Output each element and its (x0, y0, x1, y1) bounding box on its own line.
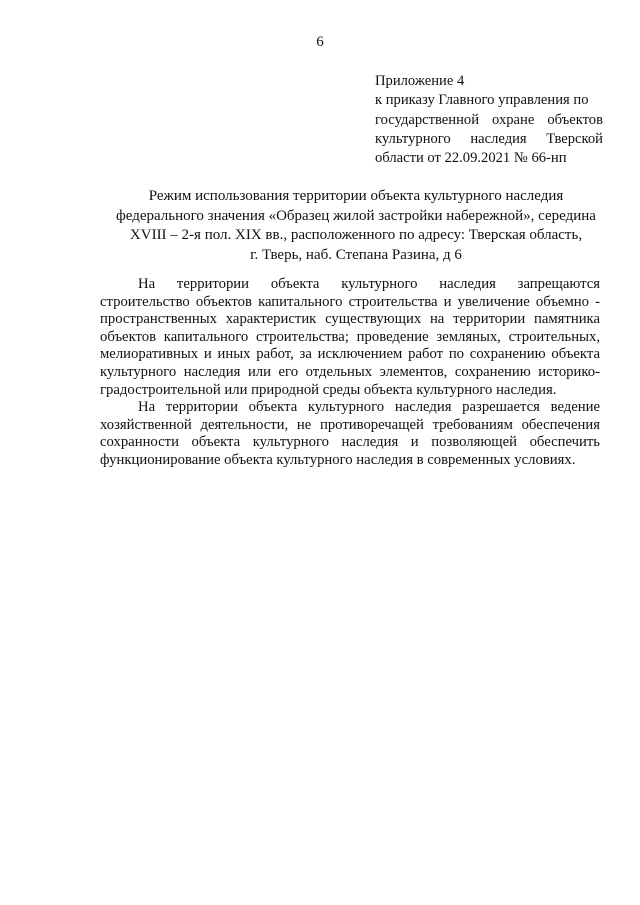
body-line: функционирование объекта культурного наследия в современных условиях. (100, 451, 576, 468)
body-line: сохранности объекта культурного наследия и позволяющей обеспечить (100, 434, 600, 451)
title-line: г. Тверь, наб. Степана Разина, д 6 (250, 246, 462, 263)
document-title (96, 187, 616, 265)
paragraph-prohibitions (100, 276, 600, 399)
body-line: мелиоративных и иных работ, за исключением работ по сохранению объекта (100, 346, 600, 363)
paragraph-permissions (100, 399, 600, 469)
body-line: объектов капитального строительства; проведение земляных, строительных, (100, 328, 600, 345)
body-line: градостроительной или природной среды объекта культурного наследия. (100, 381, 557, 398)
body-line: строительство объектов капитального строительства и увеличение объемно - (100, 293, 600, 310)
page-number: 6 (316, 34, 324, 50)
appendix-line: к приказу Главного управления по (375, 92, 589, 109)
title-line: XVIII – 2-я пол. XIX вв., расположенного по адресу: Тверская область, (129, 227, 583, 243)
appendix-line: области от 22.09.2021 № 66-нп (375, 150, 567, 167)
appendix-header (375, 72, 603, 168)
body-line: хозяйственной деятельности, не противоречащей требованиям обеспечения (100, 416, 600, 433)
body-line: На территории объекта культурного наследия запрещаются (138, 276, 600, 292)
body-line: На территории объекта культурного наследия разрешается ведение (138, 399, 600, 416)
title-line: Режим использования территории объекта культурного наследия (148, 188, 564, 204)
appendix-line: культурного наследия Тверской (375, 130, 603, 147)
body-line: культурного наследия или его отдельных элементов, сохранению историко- (100, 363, 600, 380)
body-line: пространственных характеристик существующих на территории памятника (100, 311, 600, 328)
appendix-title: Приложение 4 (375, 73, 465, 89)
document-body (100, 276, 600, 470)
title-line: федерального значения «Образец жилой застройки набережной», середина (116, 207, 596, 224)
appendix-line: государственной охране объектов (375, 111, 603, 128)
